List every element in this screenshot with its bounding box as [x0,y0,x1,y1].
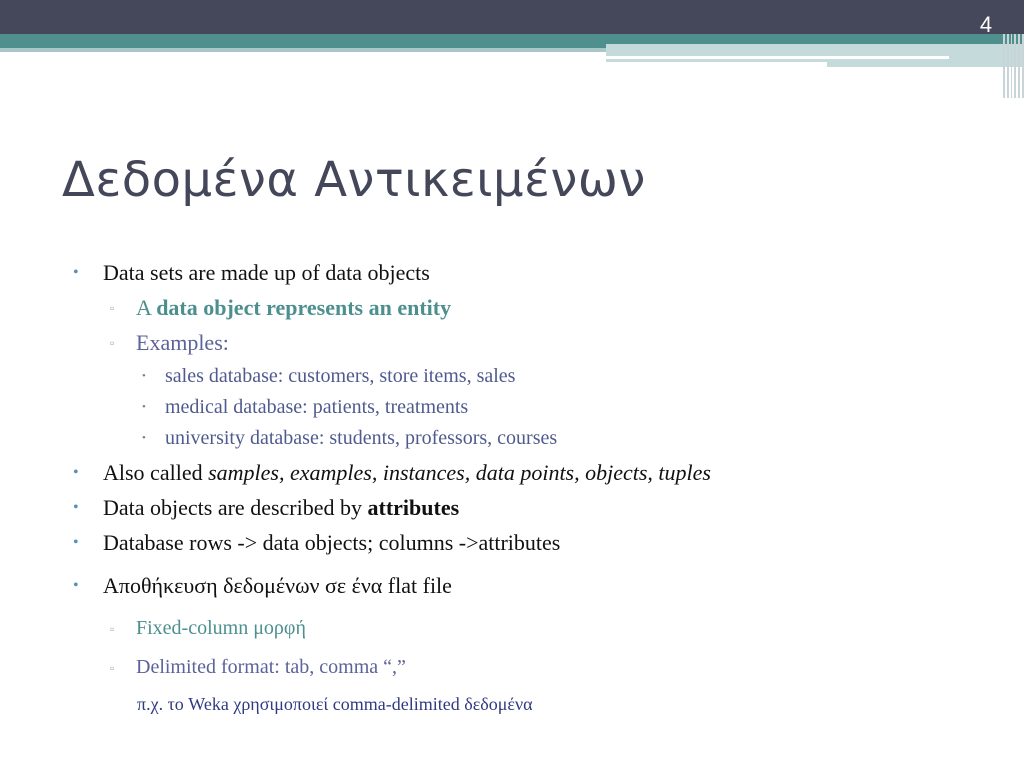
square-bullet-icon: ▫ [110,301,115,315]
synonyms-list: samples, examples, instances, data points, objects, tuples [208,460,711,485]
attributes-emphasis: attributes [367,495,460,520]
sub-bullet-data-object [136,295,451,321]
bullet-flat-file: Αποθήκευση δεδομένων σε ένα flat file [103,573,452,598]
square-bullet-icon: ▫ [110,661,115,675]
bullet-dot-icon: • [73,464,79,481]
square-bullet-icon: ▫ [110,622,115,636]
small-dot-icon: • [142,432,146,444]
sub-bullet-prefix: A [136,295,157,320]
header-bar [0,0,1024,34]
header-step-line [606,62,827,67]
also-called-prefix: Also called [103,460,209,485]
sub-bullet-delimited: Delimited format: tab, comma “,” [136,656,406,678]
weka-note: π.χ. το Weka χρησιμοποιεί comma-delimited δεδομένα [137,694,533,714]
bullet-attributes [103,495,459,521]
slide-title: Δεδομένα Αντικειμένων [62,152,646,208]
bullet-data-sets: Data sets are made up of data objects [103,260,430,285]
attributes-prefix: Data objects are described by [103,495,368,520]
bullet-dot-icon: • [73,499,79,516]
bullet-dot-icon: • [73,577,79,594]
bullet-dot-icon: • [73,534,79,551]
sub-bullet-fixed-column: Fixed-column μορφή [136,617,306,639]
slide-number: 4 [979,12,993,37]
square-bullet-icon: ▫ [110,336,115,350]
example-item: university database: students, professors, courses [165,427,558,449]
bullet-also-called [103,460,711,486]
bullet-database-rows: Database rows -> data objects; columns ->attributes [103,530,561,555]
example-item: medical database: patients, treatments [165,396,469,418]
header-step-line [606,56,949,59]
bullet-dot-icon: • [73,264,79,281]
header-vertical-lines [1003,34,1024,98]
example-item: sales database: customers, store items, sales [165,365,516,387]
small-dot-icon: • [142,370,146,382]
sub-bullet-examples: Examples: [136,330,229,355]
small-dot-icon: • [142,401,146,413]
data-object-emphasis: data object represents an entity [156,295,452,320]
header-pale-band [0,48,606,52]
